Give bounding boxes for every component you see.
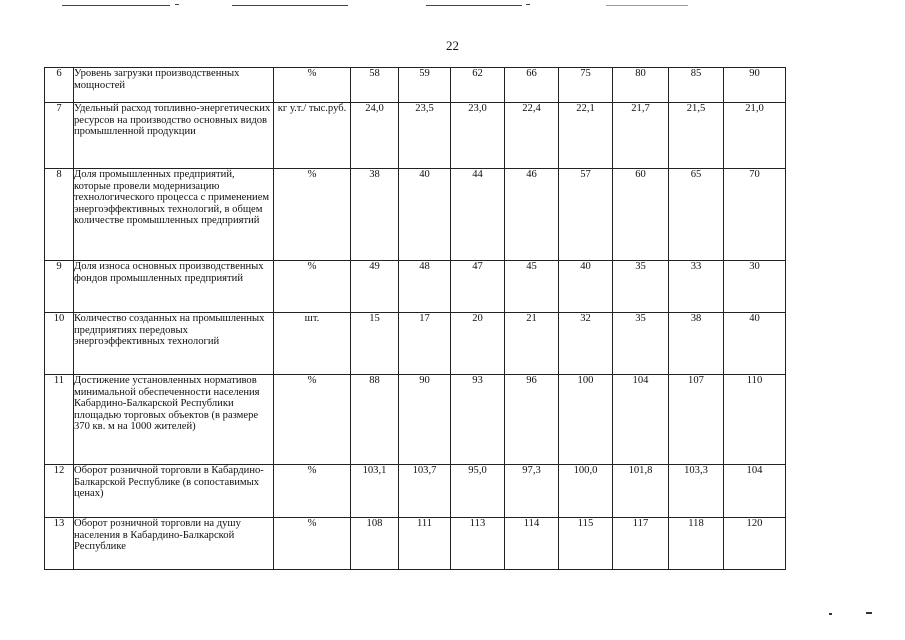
value-cell: 35 bbox=[613, 261, 669, 313]
value-cell: 101,8 bbox=[613, 465, 669, 518]
table-row bbox=[45, 465, 786, 518]
value-cell: 97,3 bbox=[505, 465, 559, 518]
unit-cell: % bbox=[274, 518, 351, 570]
value-cell: 47 bbox=[451, 261, 505, 313]
value-cell: 40 bbox=[724, 313, 786, 375]
value-cell: 59 bbox=[399, 68, 451, 103]
table-body bbox=[45, 68, 786, 570]
row-number: 10 bbox=[45, 313, 74, 375]
value-cell: 49 bbox=[351, 261, 399, 313]
value-cell: 115 bbox=[559, 518, 613, 570]
row-number: 11 bbox=[45, 375, 74, 465]
value-cell: 117 bbox=[613, 518, 669, 570]
row-number: 8 bbox=[45, 169, 74, 261]
value-cell: 35 bbox=[613, 313, 669, 375]
unit-cell: % bbox=[274, 465, 351, 518]
value-cell: 110 bbox=[724, 375, 786, 465]
value-cell: 23,0 bbox=[451, 103, 505, 169]
value-cell: 103,3 bbox=[669, 465, 724, 518]
table-row bbox=[45, 261, 786, 313]
value-cell: 65 bbox=[669, 169, 724, 261]
value-cell: 100,0 bbox=[559, 465, 613, 518]
table-row bbox=[45, 518, 786, 570]
value-cell: 21,5 bbox=[669, 103, 724, 169]
value-cell: 32 bbox=[559, 313, 613, 375]
value-cell: 44 bbox=[451, 169, 505, 261]
value-cell: 93 bbox=[451, 375, 505, 465]
value-cell: 66 bbox=[505, 68, 559, 103]
row-number: 6 bbox=[45, 68, 74, 103]
value-cell: 57 bbox=[559, 169, 613, 261]
value-cell: 104 bbox=[724, 465, 786, 518]
value-cell: 96 bbox=[505, 375, 559, 465]
value-cell: 104 bbox=[613, 375, 669, 465]
value-cell: 58 bbox=[351, 68, 399, 103]
indicators-table bbox=[44, 67, 786, 570]
top-scan-tick-2 bbox=[526, 4, 530, 5]
unit-cell: кг у.т./ тыс.руб. bbox=[274, 103, 351, 169]
value-cell: 33 bbox=[669, 261, 724, 313]
indicator-name: Оборот розничной торговли в Кабардино-Балкарской Республике (в сопоставимых ценах) bbox=[74, 465, 274, 518]
value-cell: 107 bbox=[669, 375, 724, 465]
table-row bbox=[45, 169, 786, 261]
table-row bbox=[45, 313, 786, 375]
value-cell: 15 bbox=[351, 313, 399, 375]
value-cell: 22,4 bbox=[505, 103, 559, 169]
row-number: 7 bbox=[45, 103, 74, 169]
top-scan-line-1 bbox=[62, 5, 170, 6]
value-cell: 90 bbox=[399, 375, 451, 465]
unit-cell: шт. bbox=[274, 313, 351, 375]
value-cell: 30 bbox=[724, 261, 786, 313]
scan-dot-2 bbox=[866, 612, 872, 614]
indicator-name: Уровень загрузки производственных мощностей bbox=[74, 68, 274, 103]
value-cell: 38 bbox=[351, 169, 399, 261]
indicator-name: Оборот розничной торговли на душу населения в Кабардино-Балкарской Республике bbox=[74, 518, 274, 570]
row-number: 13 bbox=[45, 518, 74, 570]
value-cell: 113 bbox=[451, 518, 505, 570]
value-cell: 48 bbox=[399, 261, 451, 313]
page-number: 22 bbox=[446, 38, 459, 53]
value-cell: 21 bbox=[505, 313, 559, 375]
value-cell: 20 bbox=[451, 313, 505, 375]
value-cell: 120 bbox=[724, 518, 786, 570]
value-cell: 88 bbox=[351, 375, 399, 465]
indicator-name: Количество созданных на промышленных предприятиях передовых энергоэффективных технологий bbox=[74, 313, 274, 375]
value-cell: 45 bbox=[505, 261, 559, 313]
value-cell: 90 bbox=[724, 68, 786, 103]
table-row bbox=[45, 375, 786, 465]
value-cell: 100 bbox=[559, 375, 613, 465]
indicator-name: Удельный расход топливно-энергетических ресурсов на производство основных видов промышленной продукции bbox=[74, 103, 274, 169]
top-scan-line-4 bbox=[606, 5, 688, 6]
indicator-name: Доля промышленных предприятий, которые провели модернизацию технологического процесса с применением энергоэффективных технологий, в общем количестве промышленных предприятий bbox=[74, 169, 274, 261]
value-cell: 46 bbox=[505, 169, 559, 261]
value-cell: 85 bbox=[669, 68, 724, 103]
top-scan-tick-1 bbox=[175, 4, 179, 5]
value-cell: 17 bbox=[399, 313, 451, 375]
row-number: 12 bbox=[45, 465, 74, 518]
top-scan-line-3 bbox=[426, 5, 522, 6]
value-cell: 60 bbox=[613, 169, 669, 261]
value-cell: 118 bbox=[669, 518, 724, 570]
value-cell: 103,7 bbox=[399, 465, 451, 518]
value-cell: 75 bbox=[559, 68, 613, 103]
unit-cell: % bbox=[274, 261, 351, 313]
row-number: 9 bbox=[45, 261, 74, 313]
value-cell: 21,7 bbox=[613, 103, 669, 169]
value-cell: 108 bbox=[351, 518, 399, 570]
value-cell: 21,0 bbox=[724, 103, 786, 169]
value-cell: 40 bbox=[399, 169, 451, 261]
table-row bbox=[45, 103, 786, 169]
value-cell: 103,1 bbox=[351, 465, 399, 518]
value-cell: 24,0 bbox=[351, 103, 399, 169]
value-cell: 62 bbox=[451, 68, 505, 103]
indicator-name: Доля износа основных производственных фондов промышленных предприятий bbox=[74, 261, 274, 313]
unit-cell: % bbox=[274, 169, 351, 261]
value-cell: 22,1 bbox=[559, 103, 613, 169]
table-row bbox=[45, 68, 786, 103]
value-cell: 80 bbox=[613, 68, 669, 103]
unit-cell: % bbox=[274, 375, 351, 465]
value-cell: 40 bbox=[559, 261, 613, 313]
value-cell: 114 bbox=[505, 518, 559, 570]
value-cell: 111 bbox=[399, 518, 451, 570]
scan-dot-1 bbox=[829, 613, 832, 615]
value-cell: 38 bbox=[669, 313, 724, 375]
value-cell: 70 bbox=[724, 169, 786, 261]
value-cell: 23,5 bbox=[399, 103, 451, 169]
unit-cell: % bbox=[274, 68, 351, 103]
indicator-name: Достижение установленных нормативов минимальной обеспеченности населения Кабардино-Балкарской Республики площадью торговых объектов (в размере 370 кв. м на 1000 жителей) bbox=[74, 375, 274, 465]
value-cell: 95,0 bbox=[451, 465, 505, 518]
top-scan-line-2 bbox=[232, 5, 348, 6]
